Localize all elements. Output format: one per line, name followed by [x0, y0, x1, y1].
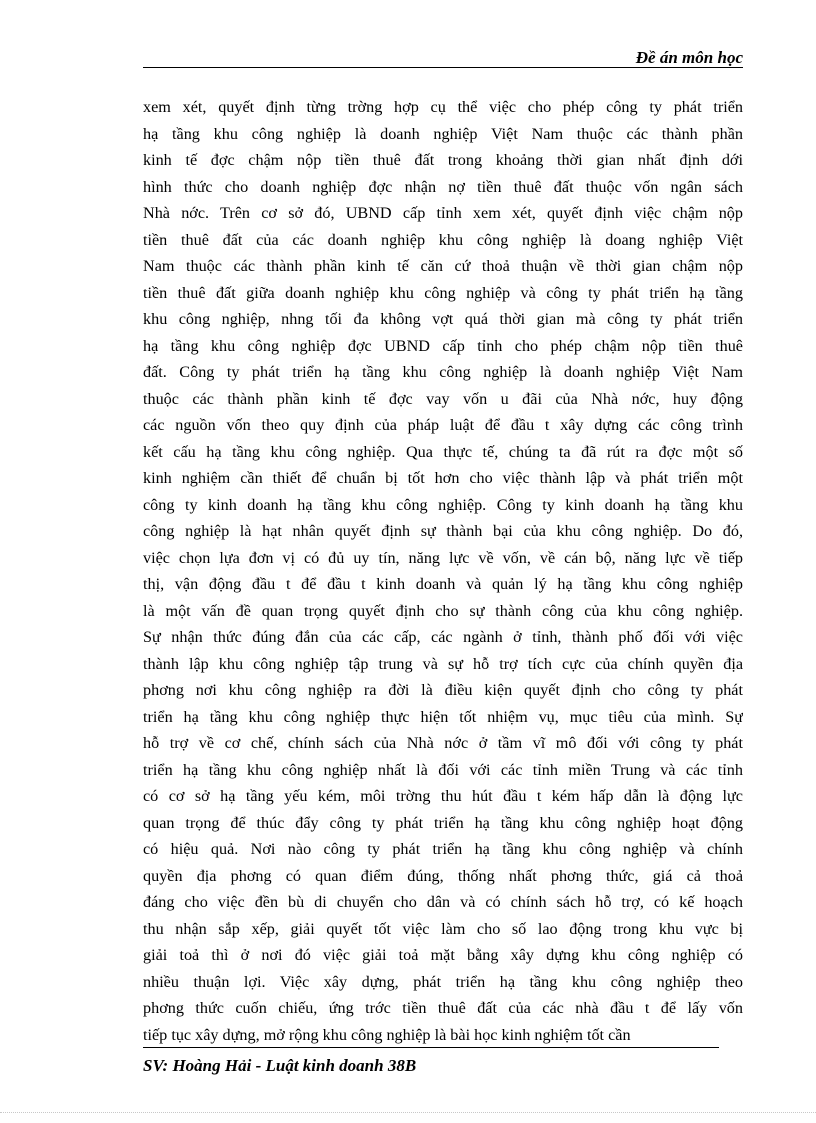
header-title: Đề án môn học	[635, 48, 743, 67]
text-line: triển hạ tầng khu công nghiệp thực hiện tốt nhiệm vụ, mục tiêu của mình. Sự	[143, 707, 743, 726]
text-line: thành lập khu công nghiệp tập trung và sự hỗ trợ tích cực của chính quyền địa	[143, 654, 743, 673]
text-line: hạ tầng khu công nghiệp là doanh nghiệp Việt Nam thuộc các thành phần	[143, 124, 743, 143]
text-line: hạ tầng khu công nghiệp đợc UBND cấp tỉnh cho phép chậm nộp tiền thuê	[143, 336, 743, 355]
text-line: Nhà nớc. Trên cơ sở đó, UBND cấp tỉnh xem xét, quyết định việc chậm nộp	[143, 204, 743, 222]
text-line: hình thức cho doanh nghiệp đợc nhận nợ tiền thuê đất thuộc vốn ngân sách	[143, 177, 743, 196]
text-line: kinh nghiệm cần thiết để chuẩn bị tốt hơn cho việc thành lập và phát triển một	[143, 469, 743, 487]
text-line: quyền địa phơng có quan điểm đúng, thống nhất phơng thức, giá cả thoả	[143, 866, 743, 885]
text-line: đáng cho việc đền bù di chuyển cho dân và có chính sách hỗ trợ, có kế hoạch	[143, 893, 743, 911]
text-line: công nghiệp là hạt nhân quyết định sự thành bại của khu công nghiệp. Do đó,	[143, 522, 743, 540]
text-line: khu công nghiệp, nhng tối đa không vợt quá thời gian mà công ty phát triển	[143, 310, 743, 328]
footer-author: SV: Hoàng Hải - Luật kinh doanh 38B	[143, 1056, 417, 1075]
text-line: giải toả thì ở nơi đó việc giải toả mặt bằng xây dựng khu công nghiệp có	[143, 946, 743, 964]
text-line: Nam thuộc các thành phần kinh tế căn cứ thoả thuận về thời gian chậm nộp	[143, 257, 743, 275]
text-line: đất. Công ty phát triển hạ tầng khu công nghiệp là doanh nghiệp Việt Nam	[143, 363, 743, 381]
text-line: Sự nhận thức đúng đắn của các cấp, các ngành ở tỉnh, thành phố đối với việc	[143, 628, 743, 646]
text-line: quan trọng để thúc đẩy công ty phát triển hạ tầng khu công nghiệp hoạt động	[143, 813, 743, 832]
text-line: thị, vận động đầu t để đầu t kinh doanh và quản lý hạ tầng khu công nghiệp	[143, 575, 743, 593]
text-line: triển hạ tầng khu công nghiệp nhất là đối với các tỉnh miền Trung và các tỉnh	[143, 760, 743, 779]
text-line: công ty kinh doanh hạ tầng khu công nghiệp. Công ty kinh doanh hạ tầng khu	[143, 495, 743, 514]
text-line: xem xét, quyết định từng trờng hợp cụ thể việc cho phép công ty phát triển	[143, 98, 743, 116]
text-line: thuộc các thành phần kinh tế đợc vay vốn u đãi của Nhà nớc, huy động	[143, 389, 743, 408]
text-line: phơng nơi khu công nghiệp ra đời là điều kiện quyết định cho công ty phát	[143, 681, 743, 699]
footer-divider	[143, 1047, 719, 1048]
text-line: nhiều thuận lợi. Việc xây dựng, phát triển hạ tầng khu công nghiệp theo	[143, 972, 743, 991]
text-line: có cơ sở hạ tầng yếu kém, môi trờng thu hút đầu t kém hấp dẫn là động lực	[143, 787, 743, 805]
text-line: tiền thuê đất giữa doanh nghiệp khu công nghiệp và công ty phát triển hạ tầng	[143, 283, 743, 302]
text-line: hỗ trợ về cơ chế, chính sách của Nhà nớc ở tầm vĩ mô đối với công ty phát	[143, 734, 743, 752]
header-divider	[143, 67, 743, 68]
text-line: có hiệu quả. Nơi nào công ty phát triển hạ tầng khu công nghiệp và chính	[143, 840, 743, 858]
text-line: là một vấn đề quan trọng quyết định cho sự thành công của khu công nghiệp.	[143, 601, 743, 620]
body-paragraph	[143, 94, 743, 1048]
text-line: tiền thuê đất của các doanh nghiệp khu công nghiệp là doang nghiệp Việt	[143, 230, 743, 249]
text-line: kết cấu hạ tầng khu công nghiệp. Qua thực tế, chúng ta đã rút ra đợc một số	[143, 442, 743, 461]
text-line: thu nhận sắp xếp, giải quyết tốt việc làm cho số lao động trong khu vực bị	[143, 919, 743, 938]
page-bottom-edge	[0, 1112, 816, 1113]
text-line: phơng thức cuốn chiếu, ứng trớc tiền thuê đất của các nhà đầu t để lấy vốn	[143, 999, 743, 1017]
text-line: kinh tế đợc chậm nộp tiền thuê đất trong khoảng thời gian nhất định dới	[143, 151, 743, 169]
text-line: tiếp tục xây dựng, mở rộng khu công nghiệp là bài học kinh nghiệm tốt cần	[143, 1025, 631, 1044]
text-line: việc chọn lựa đơn vị có đủ uy tín, năng lực về vốn, về cán bộ, năng lực về tiếp	[143, 548, 743, 567]
text-line: các nguồn vốn theo quy định của pháp luật để đầu t xây dựng các công trình	[143, 416, 743, 434]
